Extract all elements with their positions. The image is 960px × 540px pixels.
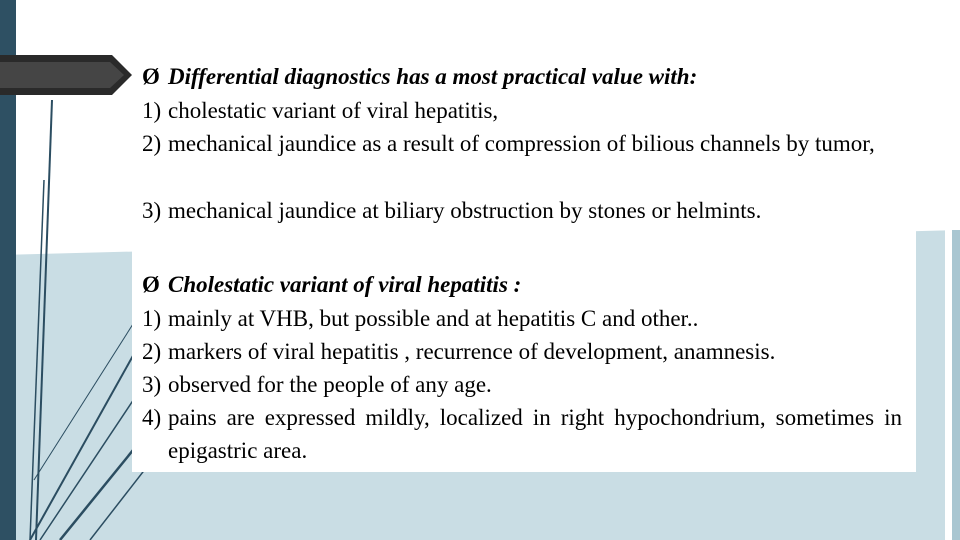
item-text: mechanical jaundice as a result of compression of bilious channels by tumor, (168, 131, 875, 156)
item-number: 3) (142, 198, 162, 223)
title-tab-inner (0, 62, 124, 88)
item-text: markers of viral hepatitis , recurrence of development, anamnesis. (168, 339, 776, 364)
item-text: mainly at VHB, but possible and at hepatitis C and other.. (168, 306, 699, 331)
item-number: 4) (142, 405, 162, 430)
item-number: 2) (142, 339, 162, 364)
item-number: 3) (142, 372, 162, 397)
arrow-bullet-icon: Ø (142, 64, 160, 89)
section1-heading-text: Differential diagnostics has a most practical value with: (168, 64, 698, 89)
section2-heading-text: Cholestatic variant of viral hepatitis : (168, 272, 522, 297)
item-number: 1) (142, 306, 162, 331)
list-item (142, 368, 902, 401)
list-item (142, 302, 902, 335)
item-text: pains are expressed mildly, localized in right hypochondrium, sometimes in epigastric area. (168, 405, 902, 463)
list-item (142, 335, 902, 368)
list-item (142, 194, 902, 227)
section1-heading (142, 62, 697, 92)
list-item (142, 94, 902, 127)
list-item (142, 401, 902, 467)
arrow-bullet-icon: Ø (142, 272, 160, 297)
item-text: cholestatic variant of viral hepatitis, (168, 98, 499, 123)
item-text: mechanical jaundice at biliary obstruction by stones or helmints. (168, 198, 762, 223)
list-item (142, 127, 902, 160)
item-number: 1) (142, 98, 162, 123)
content-area (132, 58, 916, 472)
item-number: 2) (142, 131, 162, 156)
item-text: observed for the people of any age. (168, 372, 492, 397)
section2-heading (142, 270, 521, 300)
right-edge-accent (952, 230, 960, 540)
